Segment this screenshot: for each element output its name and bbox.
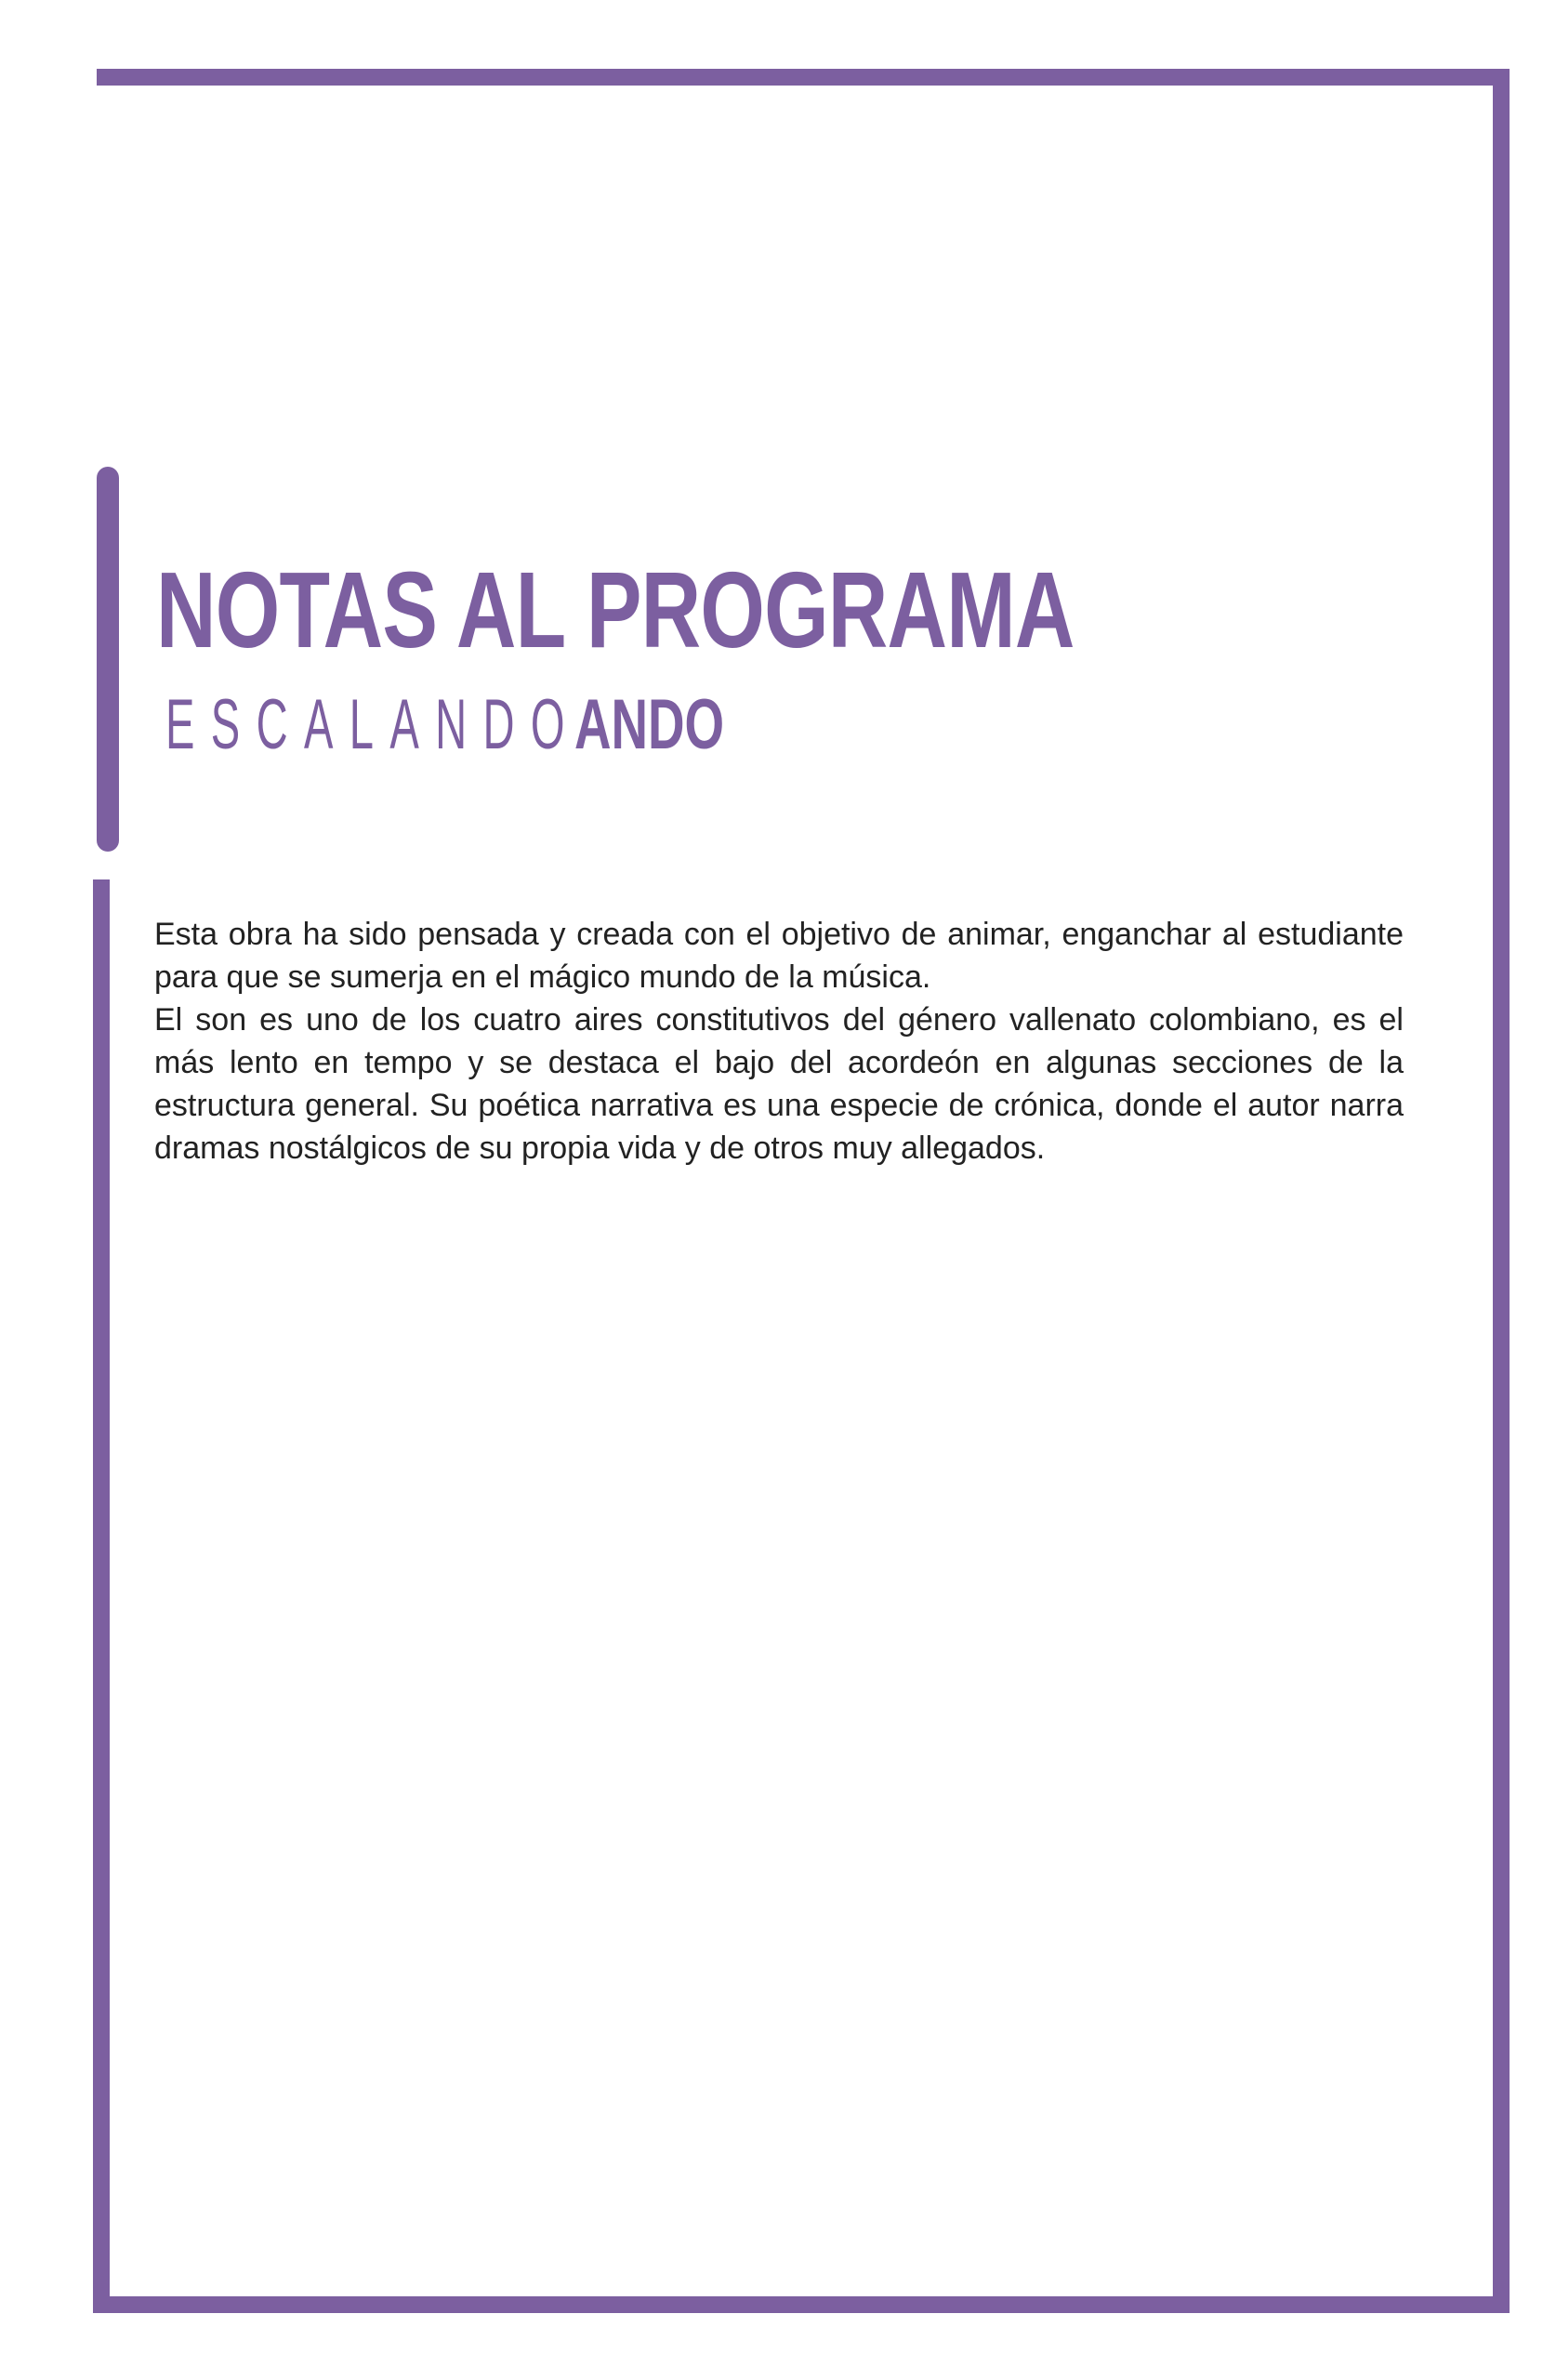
subtitle-bold: ANDO [574,685,725,764]
paragraph-intro: Esta obra ha sido pensada y creada con el objetivo de animar, enganchar al estudiante para que se sumerja en el mágico mundo de la música. [154,917,1404,995]
page-title: NOTAS AL PROGRAMA [156,549,1075,670]
program-notes-body [154,913,1404,1170]
page-subtitle [165,685,783,764]
paragraph-son: El son es uno de los cuatro aires constitutivos del género vallenato colombiano, es el más lento en tempo y se destaca el bajo del acordeón en algunas secciones de la estructura general. Su poética narrativa es una especie de crónica, donde el autor narra dramas nostálgicos de su propia vida y de otros muy allegados. [154,1002,1404,1166]
title-accent-bar [97,467,119,852]
subtitle-light: ESCALANDO [165,685,581,764]
frame-right-border [1493,69,1510,2313]
frame-top-border [97,69,1510,86]
frame-bottom-border [93,2296,1510,2313]
frame-left-border [93,879,110,2313]
